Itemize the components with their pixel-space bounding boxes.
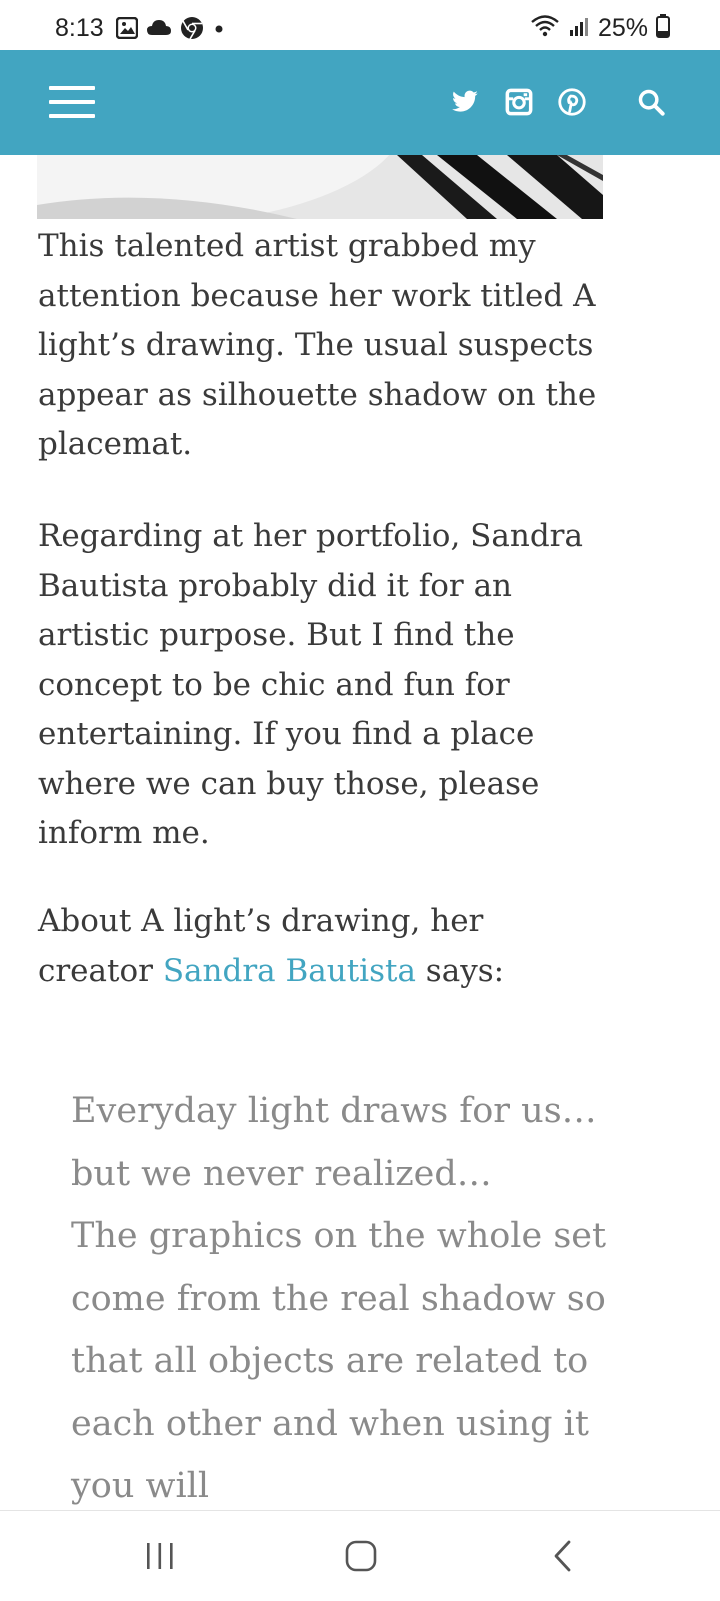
quote-line: The graphics on the whole set come from the real shadow so that all objects are related to each other and when using it you will — [71, 1216, 607, 1506]
status-system-icons — [530, 14, 670, 43]
system-navigation-bar — [0, 1510, 720, 1601]
gallery-icon — [116, 17, 138, 44]
quote-line: but we never realized… — [71, 1153, 492, 1194]
quote-line: Everyday light draws for us… — [71, 1091, 597, 1131]
site-header — [0, 50, 720, 155]
status-time: 8:13 — [55, 14, 104, 42]
status-bar — [0, 0, 720, 50]
signal-icon — [568, 15, 590, 42]
paragraph-text: says: — [415, 952, 505, 989]
cloud-icon — [146, 18, 172, 43]
home-icon[interactable] — [301, 1511, 421, 1601]
status-notification-icons — [116, 16, 226, 45]
paragraph-text: About A light’s drawing, her creator — [38, 903, 484, 989]
pinterest-icon[interactable] — [558, 88, 586, 116]
twitter-icon[interactable] — [451, 88, 479, 116]
article-paragraph: Regarding at her portfolio, Sandra Bautista probably did it for an artistic purpose. But I find the concept to be chic and fun for entertaining. If you find a place where we can buy those, please inform me. — [38, 518, 583, 851]
wifi-icon — [530, 14, 560, 43]
chrome-icon — [180, 16, 204, 45]
hamburger-menu-icon[interactable] — [49, 86, 95, 120]
battery-icon — [656, 14, 670, 43]
article-paragraph: This talented artist grabbed my attention because her work titled A light’s drawing. The usual suspects appear as silhouette shadow on the placemat. — [38, 228, 597, 462]
article-paragraph — [38, 897, 598, 996]
back-icon[interactable] — [503, 1511, 623, 1601]
sandra-bautista-link[interactable]: Sandra Bautista — [162, 952, 416, 989]
search-icon[interactable] — [637, 88, 665, 116]
battery-percent: 25% — [597, 14, 648, 42]
recents-icon[interactable] — [100, 1511, 220, 1601]
blockquote — [71, 1080, 611, 1518]
instagram-icon[interactable] — [505, 88, 533, 116]
more-notifications-dot-icon — [212, 21, 226, 40]
article-image — [37, 155, 603, 219]
